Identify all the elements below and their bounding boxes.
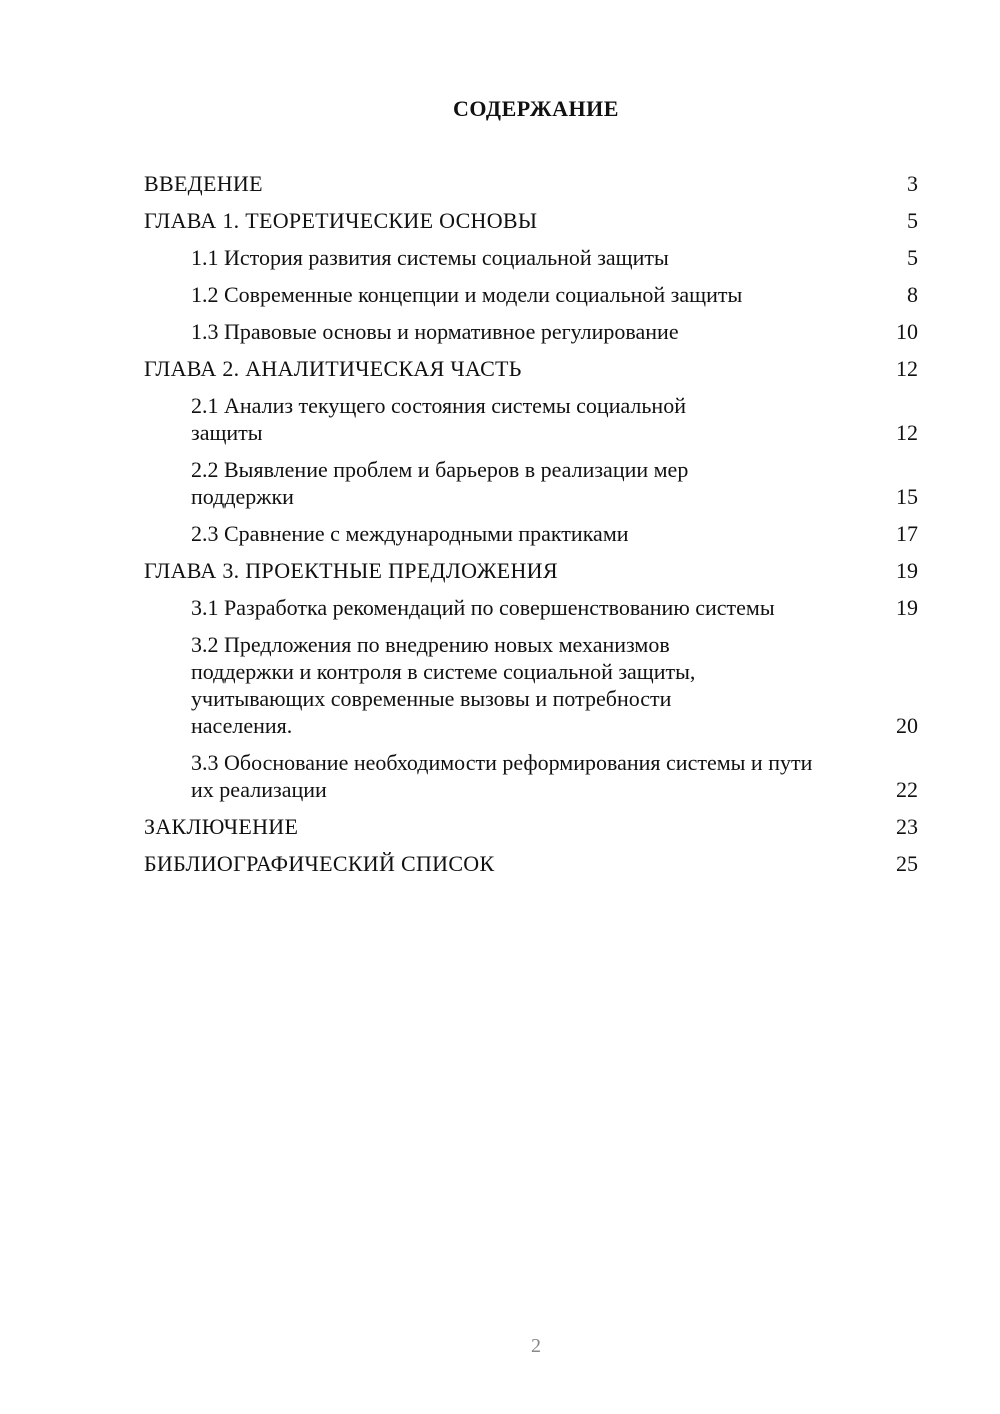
toc-entry-label: 2.3 Сравнение с международными практиками [191, 521, 629, 546]
toc-entry-page: 23 [896, 814, 918, 839]
toc-entry-page: 17 [896, 521, 918, 546]
toc-entry-chapter-3[interactable] [144, 557, 918, 584]
toc-entry-page: 19 [896, 558, 918, 583]
toc-entry-label: 3.1 Разработка рекомендаций по совершенствованию системы [191, 595, 775, 620]
toc-entry-section-2-1[interactable] [144, 392, 918, 446]
toc-entry-label: 1.1 История развития системы социальной защиты [191, 245, 669, 270]
toc-entry-label: ГЛАВА 2. АНАЛИТИЧЕСКАЯ ЧАСТЬ [144, 356, 522, 381]
toc-entry-page: 19 [896, 595, 918, 620]
toc-entry-page: 3 [907, 171, 918, 196]
toc-entry-introduction[interactable] [144, 170, 918, 197]
table-of-contents [144, 170, 918, 887]
toc-entry-page: 5 [907, 208, 918, 233]
toc-entry-label: 3.2 Предложения по внедрению новых механизмов поддержки и контроля в системе социальной защиты, учитывающих современные вызовы и потребности населения. [191, 632, 696, 738]
toc-entry-label: ВВЕДЕНИЕ [144, 171, 263, 196]
page-title: СОДЕРЖАНИЕ [453, 96, 619, 121]
toc-entry-label: БИБЛИОГРАФИЧЕСКИЙ СПИСОК [144, 851, 495, 876]
toc-entry-label: ЗАКЛЮЧЕНИЕ [144, 814, 299, 839]
toc-entry-page: 5 [907, 245, 918, 270]
toc-entry-bibliography[interactable] [144, 850, 918, 877]
toc-entry-label: ГЛАВА 1. ТЕОРЕТИЧЕСКИЕ ОСНОВЫ [144, 208, 538, 233]
toc-entry-section-1-1[interactable] [144, 244, 918, 271]
toc-entry-section-3-1[interactable] [144, 594, 918, 621]
toc-entry-section-3-3[interactable] [144, 749, 918, 803]
toc-entry-page: 10 [896, 319, 918, 344]
toc-entry-label: ГЛАВА 3. ПРОЕКТНЫЕ ПРЕДЛОЖЕНИЯ [144, 558, 558, 583]
toc-entry-page: 8 [907, 282, 918, 307]
toc-entry-page: 15 [896, 484, 918, 509]
page-number: 2 [531, 1335, 541, 1357]
toc-entry-chapter-2[interactable] [144, 355, 918, 382]
toc-entry-section-2-2[interactable] [144, 456, 918, 510]
toc-entry-label: 2.1 Анализ текущего состояния системы социальной защиты [191, 393, 686, 445]
toc-entry-label: 2.2 Выявление проблем и барьеров в реализации мер поддержки [191, 457, 689, 509]
toc-entry-section-1-2[interactable] [144, 281, 918, 308]
toc-entry-section-2-3[interactable] [144, 520, 918, 547]
toc-entry-label: 3.3 Обоснование необходимости реформирования системы и пути их реализации [191, 750, 813, 802]
toc-entry-conclusion[interactable] [144, 813, 918, 840]
toc-entry-section-1-3[interactable] [144, 318, 918, 345]
toc-entry-chapter-1[interactable] [144, 207, 918, 234]
toc-entry-page: 25 [896, 851, 918, 876]
toc-entry-page: 12 [896, 420, 918, 445]
toc-entry-label: 1.2 Современные концепции и модели социальной защиты [191, 282, 743, 307]
toc-entry-section-3-2[interactable] [144, 631, 918, 739]
toc-entry-label: 1.3 Правовые основы и нормативное регулирование [191, 319, 679, 344]
toc-entry-page: 20 [896, 713, 918, 738]
toc-entry-page: 22 [896, 777, 918, 802]
toc-entry-page: 12 [896, 356, 918, 381]
